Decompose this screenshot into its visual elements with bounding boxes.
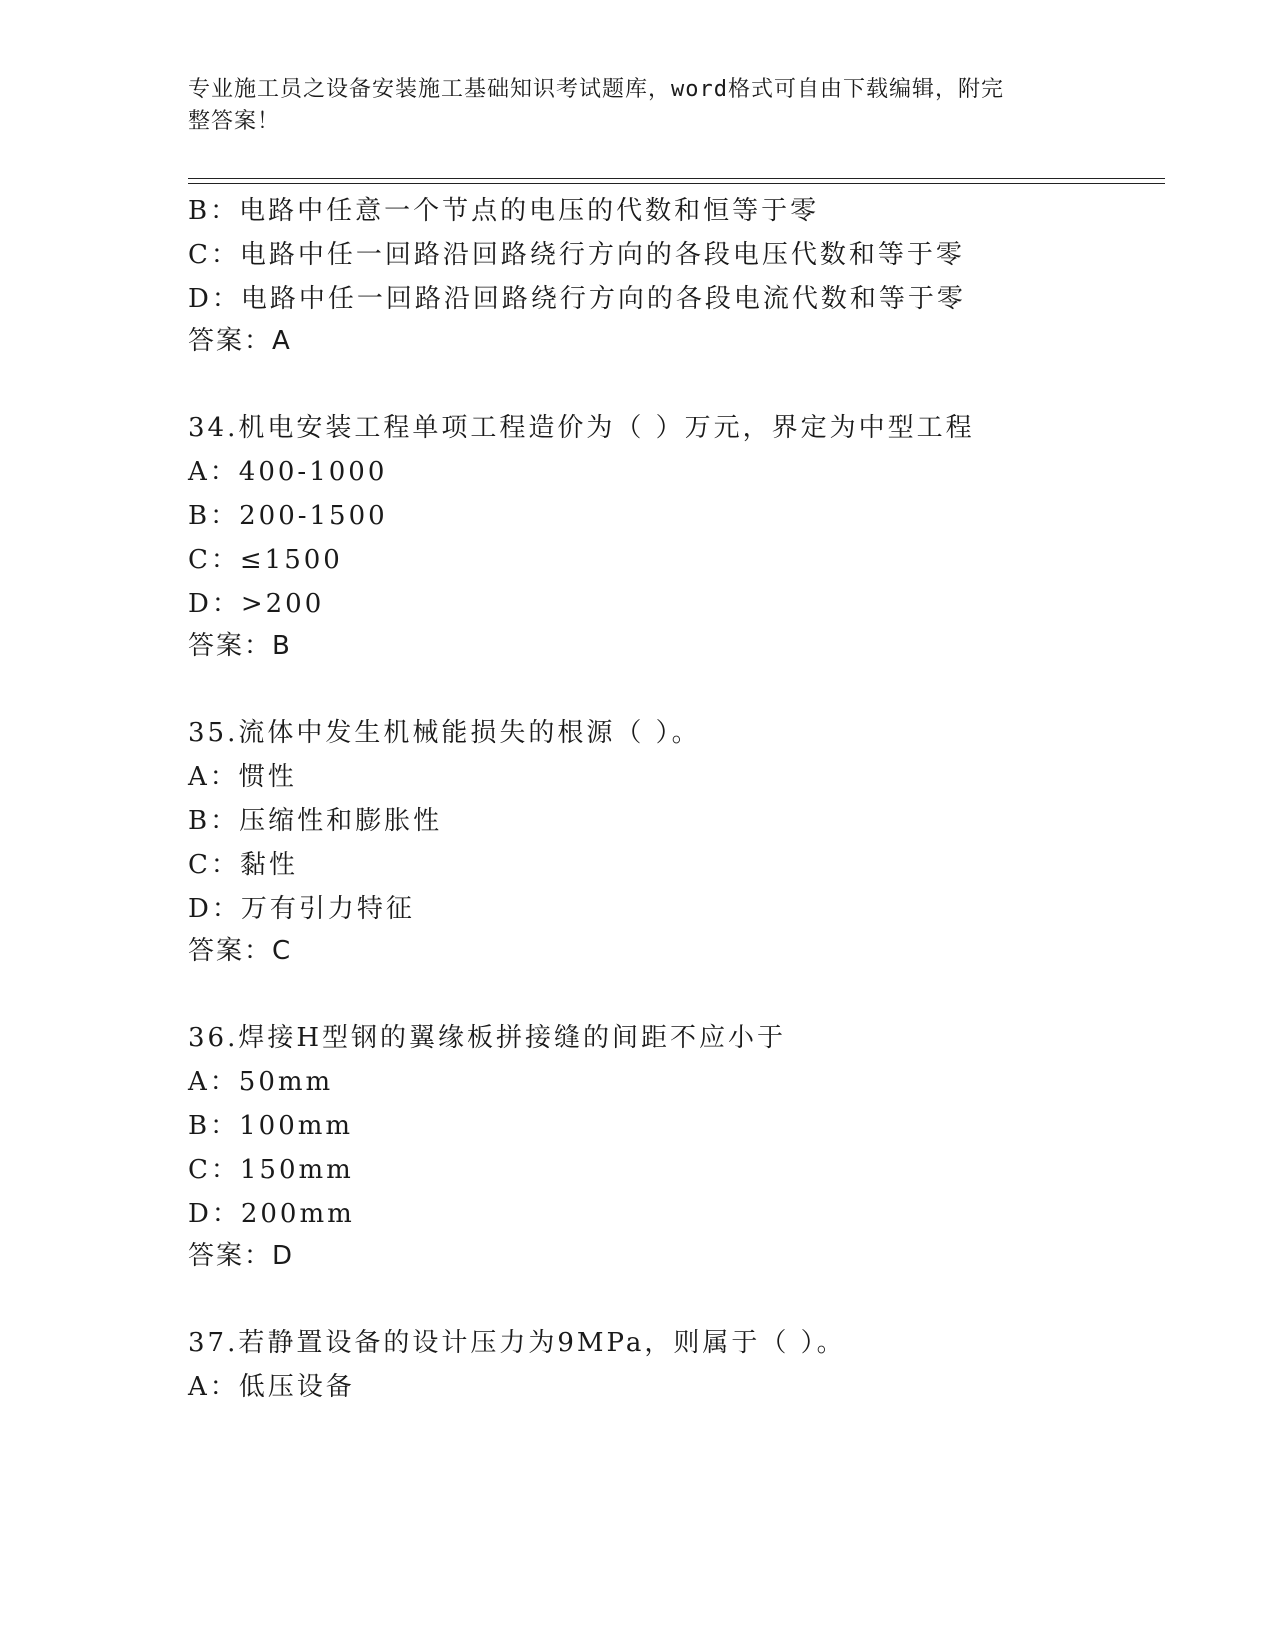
q35-option-c: C：黏性	[188, 850, 298, 880]
q36-option-d: D：200mm	[188, 1199, 355, 1229]
header-divider-top	[188, 178, 1165, 179]
q33-option-d: D：电路中任一回路沿回路绕行方向的各段电流代数和等于零	[188, 284, 966, 314]
q37-option-a: A：低压设备	[188, 1372, 355, 1402]
document-header	[188, 74, 1088, 138]
q36-option-b: B：100mm	[188, 1111, 354, 1141]
q35-option-b: B：压缩性和膨胀性	[188, 806, 443, 836]
q34-option-a: A：400-1000	[188, 457, 388, 487]
q36-option-a: A：50mm	[188, 1067, 334, 1097]
q34-question: 34.机电安装工程单项工程造价为（ ）万元，界定为中型工程	[188, 413, 975, 443]
q34-option-b: B：200-1500	[188, 501, 388, 531]
q35-answer: 答案：C	[188, 936, 293, 966]
q35-option-d: D：万有引力特征	[188, 894, 415, 924]
q34-option-d: D：>200	[188, 589, 325, 619]
header-line-2: 整答案！	[188, 109, 281, 134]
q37-question: 37.若静置设备的设计压力为9MPa，则属于（ ）。	[188, 1328, 846, 1358]
q35-question: 35.流体中发生机械能损失的根源（ ）。	[188, 718, 701, 748]
q33-answer: 答案：A	[188, 326, 292, 356]
q33-option-c: C：电路中任一回路沿回路绕行方向的各段电压代数和等于零	[188, 240, 965, 270]
q36-answer: 答案：D	[188, 1241, 295, 1271]
header-divider-bottom	[188, 183, 1165, 184]
q34-answer: 答案：B	[188, 631, 292, 661]
q33-option-b: B：电路中任意一个节点的电压的代数和恒等于零	[188, 196, 820, 226]
q35-option-a: A：惯性	[188, 762, 297, 792]
header-line-1: 专业施工员之设备安装施工基础知识考试题库，word格式可自由下载编辑，附完	[188, 77, 1004, 102]
q36-question: 36.焊接H型钢的翼缘板拼接缝的间距不应小于	[188, 1023, 787, 1053]
q36-option-c: C：150mm	[188, 1155, 354, 1185]
q34-option-c: C：≤1500	[188, 545, 343, 575]
